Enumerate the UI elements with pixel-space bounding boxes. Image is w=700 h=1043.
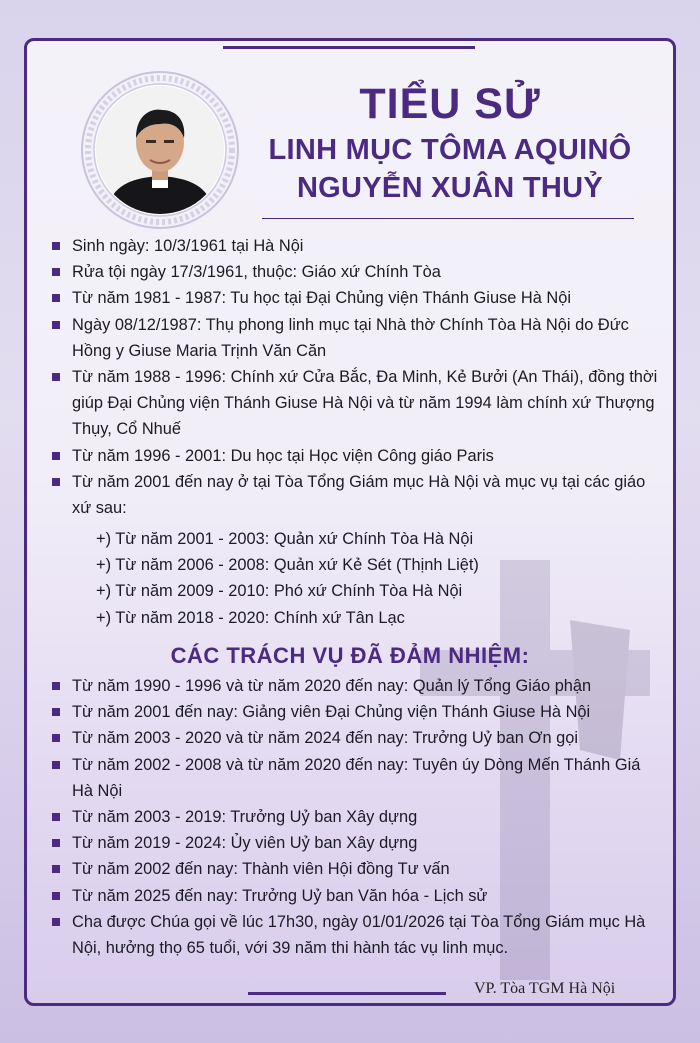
list-item: +) Từ năm 2001 - 2003: Quản xứ Chính Tòa Hà Nội: [96, 530, 474, 548]
biography-list: [48, 233, 658, 521]
duties-heading: CÁC TRÁCH VỤ ĐÃ ĐẢM NHIỆM:: [170, 643, 530, 668]
list-item: Sinh ngày: 10/3/1961 tại Hà Nội: [48, 233, 658, 259]
duties-list: [48, 673, 658, 961]
page-title: TIỂU SỬ: [359, 80, 541, 128]
list-item: Từ năm 1996 - 2001: Du học tại Học viện Công giáo Paris: [48, 443, 658, 469]
bottom-divider: [248, 992, 446, 995]
list-item: Từ năm 2019 - 2024: Ủy viên Uỷ ban Xây dựng: [48, 830, 658, 856]
list-item: Từ năm 1988 - 1996: Chính xứ Cửa Bắc, Đa Minh, Kẻ Bưởi (An Thái), đồng thời giúp Đại Chủng viện Thánh Giuse Hà Nội và từ năm 1994 làm chính xứ Thượng Thụy, Cổ Nhuế: [48, 364, 658, 443]
list-item: +) Từ năm 2006 - 2008: Quản xứ Kẻ Sét (Thịnh Liệt): [96, 556, 479, 575]
list-item: Ngày 08/12/1987: Thụ phong linh mục tại Nhà thờ Chính Tòa Hà Nội do Đức Hồng y Giuse Maria Trịnh Văn Căn: [48, 312, 658, 364]
top-divider: [223, 46, 475, 49]
portrait-medallion: [80, 70, 240, 230]
list-item: Từ năm 2025 đến nay: Trưởng Uỷ ban Văn hóa - Lịch sử: [48, 883, 658, 909]
list-item: Từ năm 2003 - 2019: Trưởng Uỷ ban Xây dựng: [48, 804, 658, 830]
priest-portrait: [96, 86, 224, 214]
list-item: Từ năm 2002 đến nay: Thành viên Hội đồng Tư vấn: [48, 856, 658, 882]
list-item: Từ năm 2001 đến nay: Giảng viên Đại Chủng viện Thánh Giuse Hà Nội: [48, 699, 658, 725]
list-item: Từ năm 2003 - 2020 và từ năm 2024 đến nay: Trưởng Uỷ ban Ơn gọi: [48, 725, 658, 751]
priest-name-line1: LINH MỤC TÔMA AQUINÔ: [268, 134, 632, 166]
list-item: Từ năm 1990 - 1996 và từ năm 2020 đến nay: Quản lý Tổng Giáo phận: [48, 673, 658, 699]
list-item: Rửa tội ngày 17/3/1961, thuộc: Giáo xứ Chính Tòa: [48, 259, 658, 285]
list-item: +) Từ năm 2009 - 2010: Phó xứ Chính Tòa Hà Nội: [96, 582, 463, 601]
signature: VP. Tòa TGM Hà Nội: [474, 980, 616, 997]
list-item: Từ năm 2002 - 2008 và từ năm 2020 đến nay: Tuyên úy Dòng Mến Thánh Giá Hà Nội: [48, 752, 658, 804]
title-divider: [262, 218, 634, 219]
list-item: +) Từ năm 2018 - 2020: Chính xứ Tân Lạc: [96, 608, 405, 627]
list-item: Từ năm 2001 đến nay ở tại Tòa Tổng Giám mục Hà Nội và mục vụ tại các giáo xứ sau:: [48, 469, 658, 521]
list-item: Từ năm 1981 - 1987: Tu học tại Đại Chủng viện Thánh Giuse Hà Nội: [48, 285, 658, 311]
list-item: Cha được Chúa gọi về lúc 17h30, ngày 01/01/2026 tại Tòa Tổng Giám mục Hà Nội, hưởng thọ 65 tuổi, với 39 năm thi hành tác vụ linh mục.: [48, 909, 658, 961]
priest-name-line2: NGUYỄN XUÂN THUỶ: [296, 172, 604, 204]
parish-list: [96, 526, 596, 631]
